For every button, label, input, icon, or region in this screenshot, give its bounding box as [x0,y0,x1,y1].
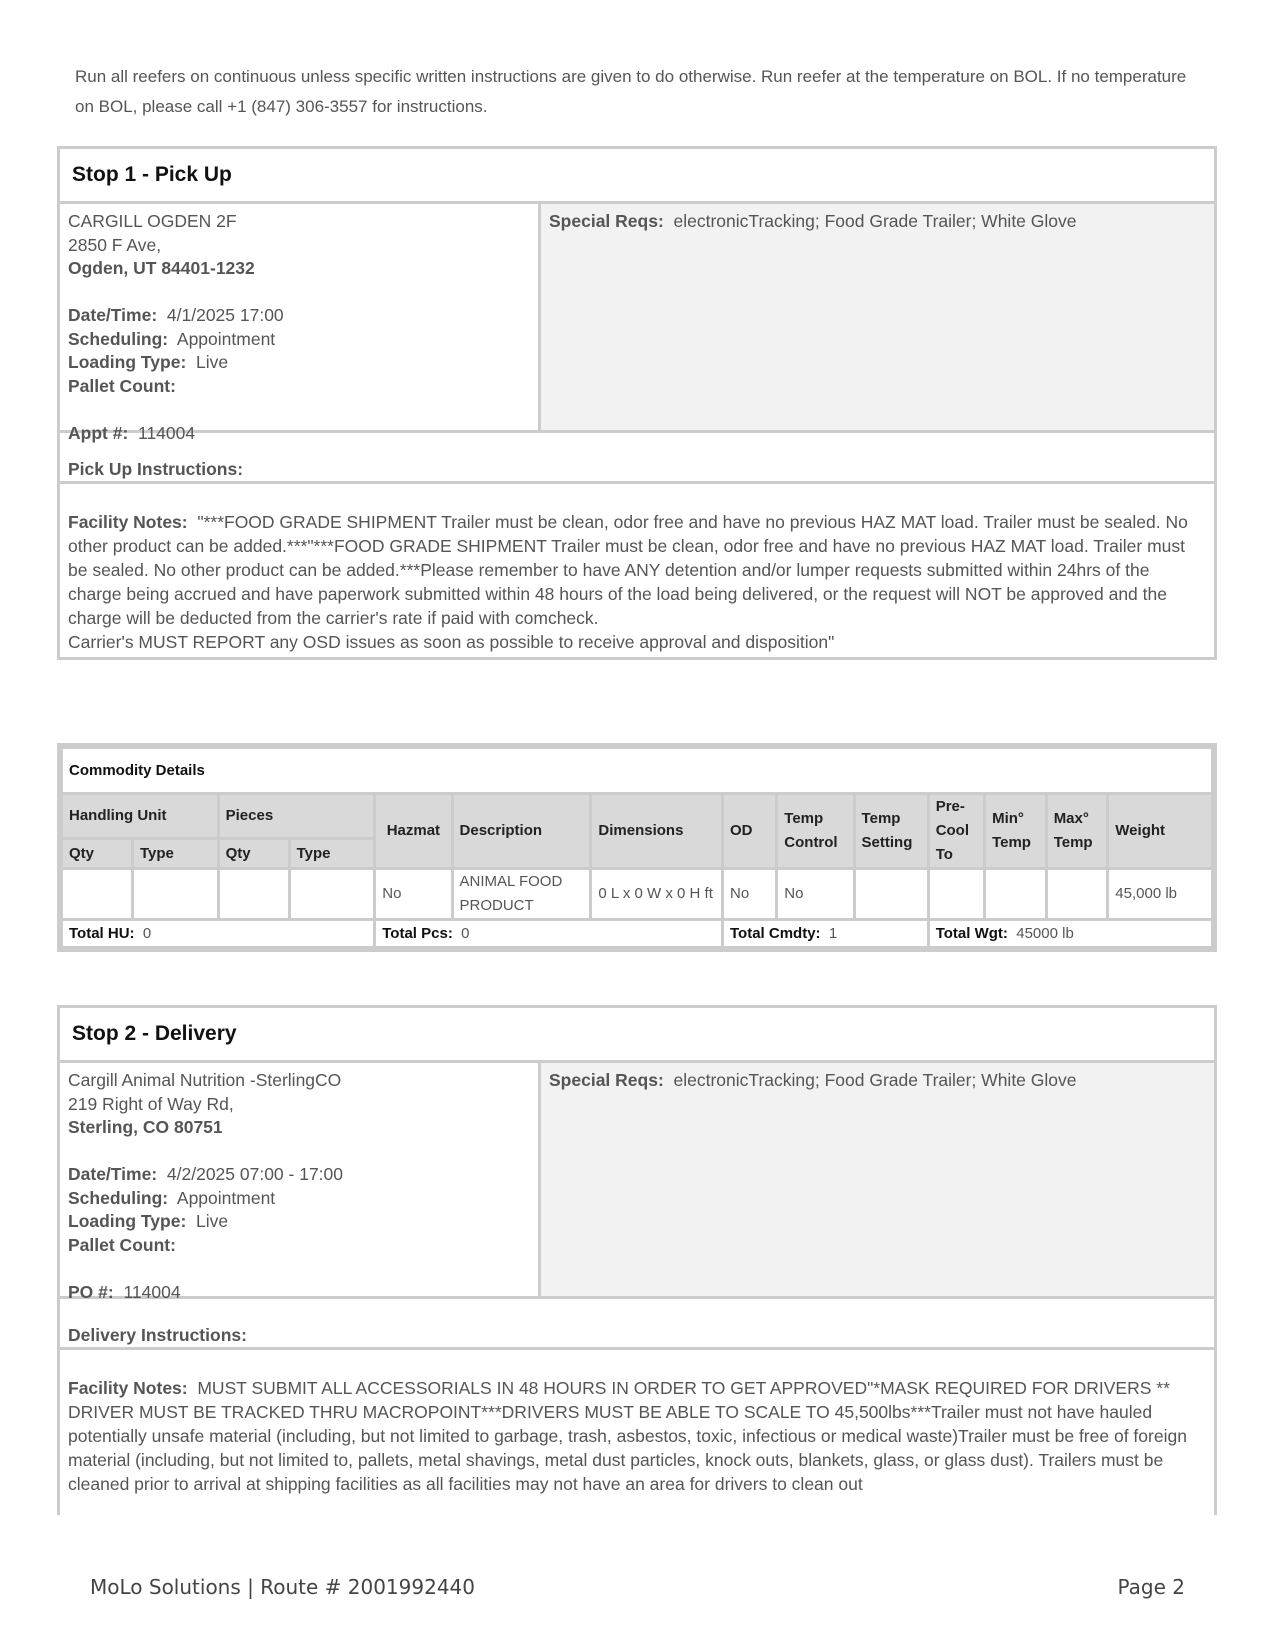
facility-city: Sterling, CO 80751 [68,1117,223,1137]
footer-page-number: Page 2 [1117,1575,1185,1599]
facility-notes-text-2: Carrier's MUST REPORT any OSD issues as soon as possible to receive approval and disposition" [68,632,835,652]
table-row [62,869,1213,920]
facility-notes-label: Facility Notes: [68,512,188,532]
total-cmdty-label: Total Cmdty: [729,924,821,942]
facility-name: CARGILL OGDEN 2F [68,211,237,231]
hazmat-cell: No [375,869,452,920]
hazmat-header: Hazmat [375,794,452,869]
total-cmdty-value: 1 [828,924,838,942]
special-reqs-value: electronicTracking; Food Grade Trailer; White Glove [673,211,1077,231]
po-number-label: PO #: [68,1281,114,1302]
total-hu-label: Total HU: [69,924,135,942]
handling-unit-header: Handling Unit [62,794,219,839]
weight-cell: 45,000 lb [1108,869,1213,920]
facility-notes [60,1350,1214,1499]
total-pcs-value: 0 [461,924,470,942]
stop-1-section [57,146,1217,660]
special-reqs-panel [541,204,1214,430]
facility-notes-text: MUST SUBMIT ALL ACCESSORIALS IN 48 HOURS IN ORDER TO GET APPROVED"*MASK REQUIRED FOR DRIVERS ** DRIVER MUST BE TRACKED THRU MACROPOINT***DRIVERS MUST BE ABLE TO SCALE TO 45,500lbs***Trailer must not have hauled potentially unsafe material (including, but not limited to garbage, trash, asbestos, toxic, infectious or medical waste)Trailer must be free of foreign material (including, but not limited to, pallets, metal shavings, metal dust particles, knock outs, blankets, glass, or glass dust). Trailers must be cleaned prior to arrival at shipping facilities as all facilities may not have an area for drivers to clean out [68,1378,1187,1494]
total-hu-value: 0 [142,924,152,942]
precool-cell [928,869,984,920]
total-wgt-label: Total Wgt: [935,924,1008,942]
special-reqs-label: Special Reqs: [549,211,664,231]
facility-address: 2850 F Ave, [68,234,162,255]
datetime-label: Date/Time: [68,305,158,325]
totals-row [62,920,1213,948]
po-number-value: 114004 [123,1281,181,1302]
min-temp-header: Min° Temp [985,794,1047,869]
loading-type-value: Live [196,1211,229,1231]
pieces-type-header: Type [289,839,375,869]
datetime-value: 4/2/2025 07:00 - 17:00 [166,1164,344,1184]
dimensions-cell: 0 L x 0 W x 0 H ft [591,869,723,920]
max-temp-header: Max° Temp [1046,794,1108,869]
od-header: OD [722,794,776,869]
special-reqs-value: electronicTracking; Food Grade Trailer; White Glove [673,1070,1077,1090]
description-cell: ANIMAL FOOD PRODUCT [452,869,591,920]
loading-type-value: Live [196,352,229,372]
appt-number-value: 114004 [138,422,196,443]
delivery-instructions-label: Delivery Instructions: [60,1299,1214,1350]
stop-2-address-block [60,1063,541,1302]
weight-header: Weight [1108,794,1213,869]
facility-city: Ogden, UT 84401-1232 [68,258,255,278]
facility-notes [60,484,1214,657]
pickup-instructions-label: Pick Up Instructions: [60,433,1214,484]
hu-qty-header: Qty [62,839,133,869]
stop-1-address-block [60,204,541,443]
total-pcs-label: Total Pcs: [382,924,453,942]
temp-control-header: Temp Control [777,794,854,869]
pallet-count-label: Pallet Count: [68,1234,176,1255]
loading-type-label: Loading Type: [68,352,187,372]
special-reqs-panel [541,1063,1214,1296]
commodity-table [60,746,1214,949]
scheduling-value: Appointment [176,328,276,349]
pallet-count-label: Pallet Count: [68,375,176,396]
facility-notes-text: "***FOOD GRADE SHIPMENT Trailer must be clean, odor free and have no previous HAZ MAT load. Trailer must be sealed. No other product can be added.***"***FOOD GRADE SHIPMENT Trailer must be clean, odor free and have no previous HAZ MAT load. Trailer must be sealed. No other product can be added.***Please remember to have ANY detention and/or lumper requests submitted within 24hrs of the charge being accrued and have paperwork submitted within 48 hours of the load being delivered, or the request will NOT be approved and the charge will be deducted from the carrier's rate if paid with comcheck. [68,512,1188,628]
max-temp-cell [1046,869,1108,920]
od-cell: No [722,869,776,920]
stop-1-title: Stop 1 - Pick Up [60,149,1214,204]
facility-address: 219 Right of Way Rd, [68,1093,234,1114]
stop-2-title: Stop 2 - Delivery [60,1008,1214,1063]
pieces-qty-cell [218,869,289,920]
scheduling-label: Scheduling: [68,328,169,349]
commodity-details-title: Commodity Details [62,748,1213,794]
appt-number-label: Appt #: [68,422,129,443]
footer-route: MoLo Solutions | Route # 2001992440 [90,1575,475,1599]
dimensions-header: Dimensions [591,794,723,869]
pieces-qty-header: Qty [218,839,289,869]
facility-name: Cargill Animal Nutrition -SterlingCO [68,1070,342,1090]
total-wgt-value: 45000 lb [1016,924,1074,942]
scheduling-label: Scheduling: [68,1187,169,1208]
description-header: Description [452,794,591,869]
pieces-type-cell [289,869,375,920]
temp-setting-cell [854,869,928,920]
hu-type-header: Type [133,839,219,869]
reefer-instructions: Run all reefers on continuous unless specific written instructions are given to do otherwise. Run reefer at the temperature on BOL. If no temperature on BOL, please call +1 (847) 306-3557 for instructions. [75,67,1187,116]
hu-type-cell [133,869,219,920]
scheduling-value: Appointment [176,1187,276,1208]
commodity-details-section [57,743,1217,952]
datetime-value: 4/1/2025 17:00 [166,305,284,325]
hu-qty-cell [62,869,133,920]
precool-header: Pre-Cool To [928,794,984,869]
datetime-label: Date/Time: [68,1164,158,1184]
pieces-header: Pieces [218,794,375,839]
facility-notes-label: Facility Notes: [68,1378,188,1398]
stop-2-section [57,1005,1217,1515]
special-reqs-label: Special Reqs: [549,1070,664,1090]
loading-type-label: Loading Type: [68,1211,187,1231]
temp-control-cell: No [777,869,854,920]
temp-setting-header: Temp Setting [854,794,928,869]
min-temp-cell [985,869,1047,920]
